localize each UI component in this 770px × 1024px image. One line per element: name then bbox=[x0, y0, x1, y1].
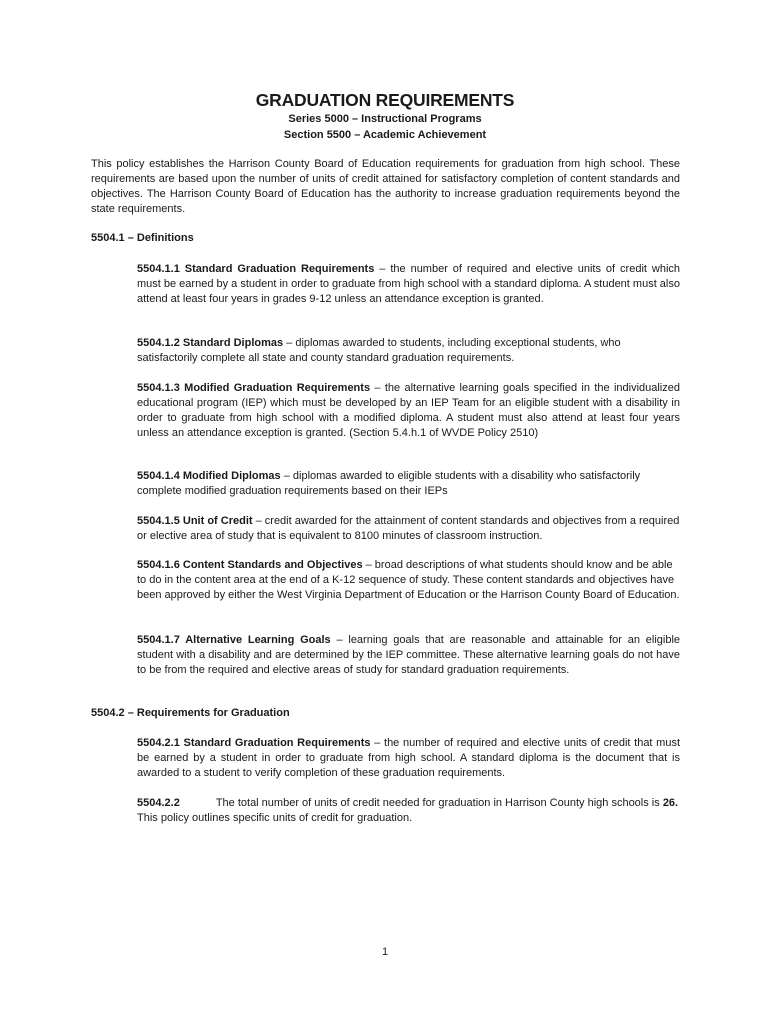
definition-text: – broad descriptions of what students should know and be able to do in the content area at the end of a K-12 sequence of study. These content standards and objectives have been approved by either the West Virginia Department of Education or the Harrison County Board of Education. bbox=[137, 559, 680, 601]
definition-term: 5504.1.3 Modified Graduation Requirements bbox=[137, 382, 371, 394]
definition-5504-1-6 bbox=[137, 558, 680, 603]
definition-term: 5504.1.5 Unit of Credit bbox=[137, 515, 253, 527]
definition-5504-1-2 bbox=[137, 336, 680, 366]
definition-text: – learning goals that are reasonable and attainable for an eligible student with a disability and are determined by the IEP committee. These alternative learning goals do not have to be from the required and elective areas of study for standard graduation requirements. bbox=[137, 634, 681, 676]
section-subtitle: Section 5500 – Academic Achievement bbox=[283, 129, 487, 141]
requirement-term: 5504.2.2 bbox=[137, 797, 180, 809]
definition-term: 5504.1.6 Content Standards and Objectives bbox=[137, 559, 363, 571]
requirement-term: 5504.2.1 Standard Graduation Requirements bbox=[137, 737, 371, 749]
requirement-5504-2-2 bbox=[137, 796, 680, 826]
definition-text: – diplomas awarded to students, including exceptional students, who satisfactorily complete all state and county standard graduation requirements. bbox=[137, 337, 621, 364]
requirement-5504-2-1 bbox=[137, 736, 680, 781]
definition-5504-1-4 bbox=[137, 469, 680, 499]
section-heading-definitions: 5504.1 – Definitions bbox=[91, 232, 194, 244]
definition-5504-1-7 bbox=[137, 633, 680, 678]
intro-paragraph: This policy establishes the Harrison County Board of Education requirements for graduation from high school. These requirements are based upon the number of units of credit attained for satisfactory completion of content standards and objectives. The Harrison County Board of Education has the authority to increase graduation requirements beyond the state requirements. bbox=[91, 158, 680, 215]
series-subtitle: Series 5000 – Instructional Programs bbox=[288, 113, 482, 125]
page-title: GRADUATION REQUIREMENTS bbox=[255, 90, 515, 110]
requirement-text: – the number of required and elective units of credit that must be earned by a student in order to graduate from high school. A standard diploma is the document that is awarded to a student to verify completion of these graduation requirements. bbox=[137, 737, 681, 779]
definition-term: 5504.1.1 Standard Graduation Requirements bbox=[137, 263, 375, 275]
section-heading-requirements: 5504.2 – Requirements for Graduation bbox=[91, 707, 290, 719]
definition-text: – the alternative learning goals specified in the individualized educational program (IEP) which must be developed by an IEP Team for an eligible student with a disability in order to graduate from high school with a modified diploma. A student must also attend at least four years unless an attendance exception is granted. (Section 5.4.h.1 of WVDE Policy 2510) bbox=[137, 382, 680, 439]
definition-5504-1-3 bbox=[137, 381, 680, 441]
definition-5504-1-5 bbox=[137, 514, 680, 544]
page-number: 1 bbox=[381, 946, 389, 958]
definition-text: – credit awarded for the attainment of content standards and objectives from a required or elective area of study that is equivalent to 8100 minutes of classroom instruction. bbox=[137, 515, 680, 542]
definition-5504-1-1 bbox=[137, 262, 680, 307]
requirement-text: The total number of units of credit needed for graduation in Harrison County high schools is bbox=[215, 797, 663, 809]
definition-term: 5504.1.2 Standard Diplomas bbox=[137, 337, 284, 349]
definition-text: – diplomas awarded to eligible students with a disability who satisfactorily complete modified graduation requirements based on their IEPs bbox=[137, 470, 641, 497]
definition-term: 5504.1.7 Alternative Learning Goals bbox=[137, 634, 331, 646]
definition-term: 5504.1.4 Modified Diplomas bbox=[137, 470, 281, 482]
requirement-text-end: This policy outlines specific units of credit for graduation. bbox=[137, 812, 413, 824]
definition-text: – the number of required and elective units of credit which must be earned by a student in order to graduate from high school with a standard diploma. A student must also attend at least four years in grades 9-12 unless an attendance exception is granted. bbox=[137, 263, 681, 305]
credit-count: 26. bbox=[662, 797, 679, 809]
